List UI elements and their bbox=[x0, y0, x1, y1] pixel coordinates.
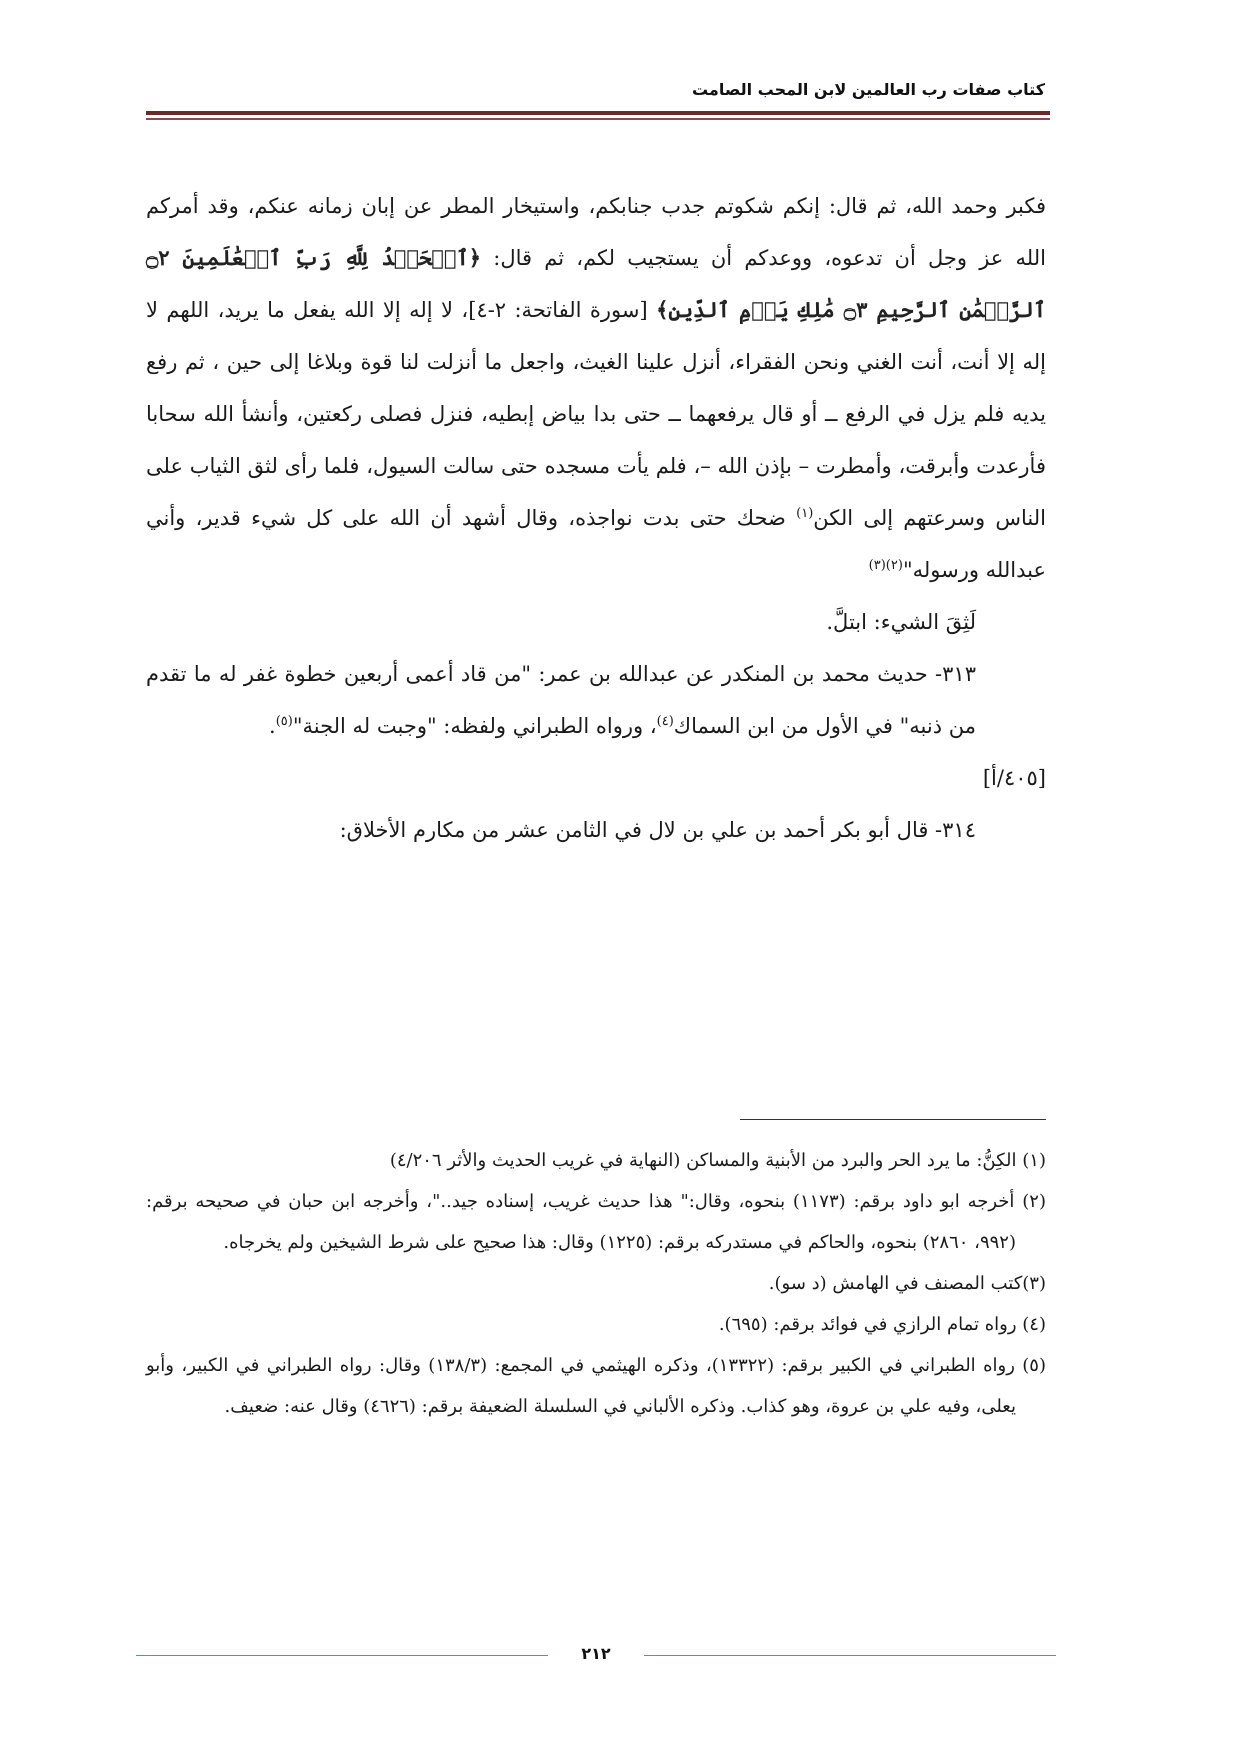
paragraph-text-3: ضحك حتى بدت نواجذه، وقال أشهد أن الله على كل شيء قدير، وأني عبدالله ورسوله" bbox=[146, 506, 1046, 582]
footnote-2: (٢) أخرجه ابو داود برقم: (١١٧٣) بنحوه، وقال:" هذا حديث غريب، إسناده جيد.."، وأخرجه ابن حبان في صحيحه برقم: (٩٩٢، ٢٨٦٠) بنحوه، والحاكم في مستدركه برقم: (١٢٢٥) وقال: هذا صحيح على شرط الشيخين ولم يخرجاه. bbox=[146, 1191, 1046, 1253]
main-text bbox=[146, 180, 1046, 856]
header-rule-thin bbox=[146, 118, 1050, 120]
paragraph-313-text-1: ٣١٣- حديث محمد بن المنكدر عن عبدالله بن عمر: "من قاد أعمى أربعين خطوة غفر له ما تقدم من ذنبه" في الأول من ابن السماك bbox=[146, 662, 976, 738]
footnote-separator bbox=[740, 1119, 1046, 1120]
header-rule-thick bbox=[146, 111, 1050, 115]
page-footer bbox=[136, 1644, 1056, 1668]
paragraph-text-2: [سورة الفاتحة: ٢-٤]، لا إله إلا الله يفعل ما يريد، اللهم لا إله إلا أنت، أنت الغني ونحن الفقراء، أنزل علينا الغيث، واجعل ما أنزلت لنا قوة وبلاغا إلى حين ، ثم رفع يديه فلم يزل في الرفع ــ أو قال يرفعهما ــ حتى بدا بياض إبطيه، فنزل فصلى ركعتين، وأنشأ الله سحابا فأرعدت وأبرقت، وأمطرت – بإذن الله –، فلم يأت مسجده حتى سالت السيول، فلما رأى لثق الثياب على الناس وسرعتهم إلى الكن bbox=[146, 298, 1046, 530]
paragraph-hadith-rain-prayer bbox=[146, 180, 1046, 596]
footnotes bbox=[146, 1140, 1046, 1427]
footnote-ref-5[interactable]: (٥) bbox=[275, 714, 293, 729]
paragraph-314: ٣١٤- قال أبو بكر أحمد بن علي بن لال في الثامن عشر من مكارم الأخلاق: bbox=[339, 818, 976, 842]
footnote-ref-1[interactable]: (١) bbox=[796, 506, 814, 521]
footnote-4: (٤) رواه تمام الرازي في فوائد برقم: (٦٩٥). bbox=[718, 1314, 1046, 1335]
paragraph-313-text-2: ، ورواه الطبراني ولفظه: "وجبت له الجنة" bbox=[292, 714, 657, 738]
footnote-ref-2-3[interactable]: (٢)(٣) bbox=[868, 558, 903, 573]
page-number: ٢١٢ bbox=[581, 1644, 611, 1663]
manuscript-folio-marker: [٤٠٥/أ] bbox=[982, 766, 1046, 790]
running-header: كتاب صفات رب العالمين لابن المحب الصامت bbox=[691, 80, 1045, 99]
footnote-3: (٣)كتب المصنف في الهامش (د سو). bbox=[768, 1273, 1046, 1294]
footnote-5: (٥) رواه الطبراني في الكبير برقم: (١٣٣٢٢)، وذكره الهيثمي في المجمع: (١٣٨/٣) وقال: رواه الطبراني في الكبير، وأبو يعلى، وفيه علي بن عروة، وهو كذاب. وذكره الألباني في السلسلة الضعيفة برقم: (٤٦٢٦) وقال عنه: ضعيف. bbox=[146, 1355, 1046, 1417]
paragraph-313-end: . bbox=[269, 714, 276, 738]
footnote-ref-4[interactable]: (٤) bbox=[656, 714, 674, 729]
paragraph-313 bbox=[146, 648, 1046, 752]
quran-verse: ﴿ٱلۡحَمۡدُ لِلَّهِ رَبِّ ٱلۡعَٰلَمِينَ ۝٢ ٱلرَّحۡمَٰنِ ٱلرَّحِيمِ ۝٣ مَٰلِكِ يَوۡمِ ٱلدِّينِ﴾ bbox=[146, 245, 1046, 322]
footer-rule-left bbox=[136, 1655, 548, 1656]
gloss-line: لَثِقَ الشيء: ابتلَّ. bbox=[826, 610, 976, 634]
footnote-1: (١) الكِنُّ: ما يرد الحر والبرد من الأبنية والمساكن (النهاية في غريب الحديث والأثر ٤/٢٠٦) bbox=[389, 1150, 1046, 1171]
paragraph-text-1: فكبر وحمد الله، ثم قال: إنكم شكوتم جدب جنابكم، واستيخار المطر عن إبان زمانه عنكم، وقد أمركم الله عز وجل أن تدعوه، ووعدكم أن يستجيب لكم، ثم قال: bbox=[146, 194, 1046, 270]
footer-rule-right bbox=[644, 1655, 1056, 1656]
